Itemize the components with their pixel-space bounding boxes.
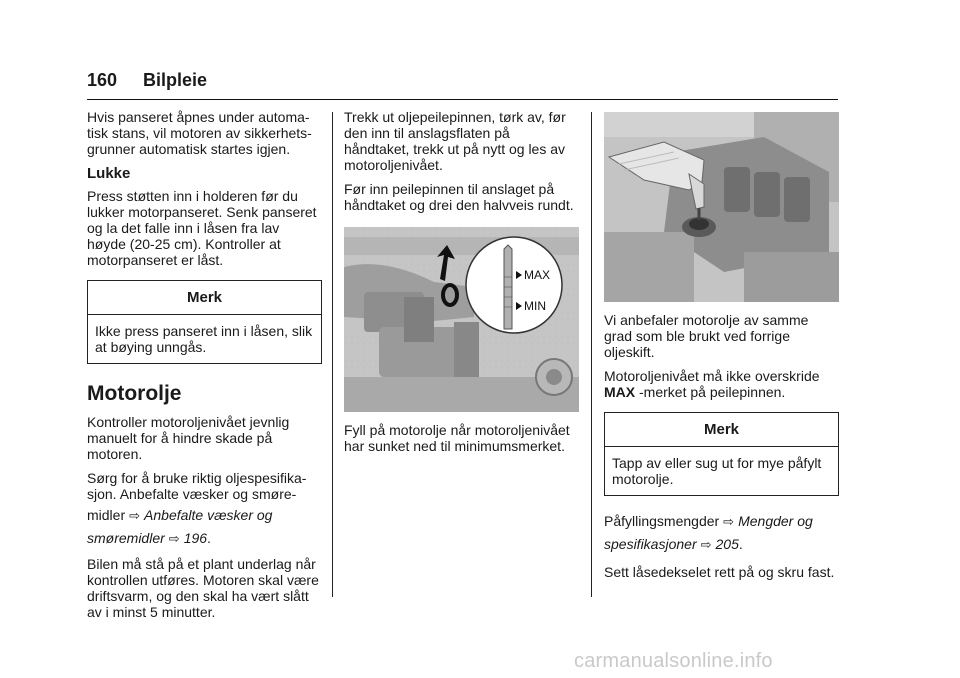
heading-motorolje: Motorolje <box>87 382 182 405</box>
note-box-1 <box>87 280 322 364</box>
note-text: Tapp av eller sug ut for mye påfylt motorolje. <box>612 455 822 487</box>
paragraph-pull-dipstick: Trekk ut oljepeilepinnen, tørk av, før den inn til anslagsflaten på håndtaket, trekk ut på nytt og les av motoroljenivået. <box>344 109 566 173</box>
ref-page[interactable]: 205 <box>715 536 739 552</box>
cross-reference-capacities <box>604 510 839 533</box>
reference-arrow-icon: ⇨ <box>723 514 735 529</box>
reference-arrow-icon: ⇨ <box>168 531 180 546</box>
page-header <box>87 70 838 100</box>
watermark-text: carmanualsonline.info <box>574 650 773 672</box>
dipstick-illustration <box>344 227 579 412</box>
paragraph-top-up: Fyll på motorolje når motoroljenivået har sunket ned til minimumsmerket. <box>344 422 570 454</box>
ref-link-title-2[interactable]: smøremidler <box>87 530 165 546</box>
dipstick-min-label: MIN <box>524 299 546 313</box>
note-box-2 <box>604 412 839 496</box>
paragraph-restart: Hvis panseret åpnes under automa-tisk stans, vil motoren av sikkerhets-grunner automatisk startes igjen. <box>87 109 312 157</box>
ref-prefix: Påfyllingsmengder <box>604 513 720 529</box>
ref-prefix: midler <box>87 507 126 523</box>
cross-reference-fluids-line2: smøremidler ⇨ 196. <box>87 527 322 550</box>
ref-link-title[interactable]: Mengder og <box>738 513 813 529</box>
column-1 <box>87 109 322 628</box>
paragraph-refit-cover: Sett låsedekselet rett på og skru fast. <box>604 564 835 580</box>
dipstick-max-label: MAX <box>524 268 551 282</box>
reference-arrow-icon: ⇨ <box>129 508 141 523</box>
paragraph-same-grade: Vi anbefaler motorolje av samme grad som ble brukt ved forrige oljeskift. <box>604 312 809 360</box>
paragraph-level-ground: Bilen må stå på et plant underlag når kontrollen utføres. Motoren skal være driftsvarm, og den skal ha vært slått av i minst 5 minutter. <box>87 556 319 620</box>
ref-link-title-2[interactable]: spesifikasjoner <box>604 536 697 552</box>
paragraph-close-hood: Press støtten inn i holderen før du lukker motorpanseret. Senk panseret og la det falle inn i låsen fra lav høyde (20-25 cm). Kontroller at motorpanseret er låst. <box>87 188 317 268</box>
cross-reference-fluids <box>87 504 322 527</box>
column-3 <box>604 109 839 588</box>
note-title: Merk <box>605 413 838 447</box>
note-text: Ikke press panseret inn i låsen, slik at bøying unngås. <box>95 323 313 355</box>
column-divider-1 <box>332 112 333 597</box>
reference-arrow-icon: ⇨ <box>700 537 712 552</box>
ref-page[interactable]: 196 <box>183 530 208 546</box>
max-mark-bold: MAX <box>604 384 636 400</box>
paragraph-not-exceed <box>604 368 839 400</box>
not-exceed-prefix: Motoroljenivået må ikke overskride <box>604 368 820 384</box>
paragraph-check-oil: Kontroller motoroljenivået jevnlig manuelt for å hindre skade på motoren. <box>87 414 290 462</box>
oil-filling-illustration <box>604 112 839 302</box>
ref-link-title[interactable]: Anbefalte væsker og <box>144 507 273 523</box>
heading-lukke: Lukke <box>87 165 131 182</box>
not-exceed-rest: -merket på peilepinnen. <box>635 384 786 400</box>
page-title: Bilpleie <box>143 70 208 90</box>
column-divider-2 <box>591 112 592 597</box>
page-number: 160 <box>87 70 118 90</box>
paragraph-insert-dipstick: Før inn peilepinnen til anslaget på håndtaket og drei den halvveis rundt. <box>344 181 574 213</box>
column-2 <box>344 109 579 462</box>
paragraph-oil-spec: Sørg for å bruke riktig oljespesifika-sjon. Anbefalte væsker og smøre- <box>87 470 307 502</box>
cross-reference-capacities-line2: spesifikasjoner ⇨ 205. <box>604 533 839 556</box>
note-title: Merk <box>88 281 321 315</box>
